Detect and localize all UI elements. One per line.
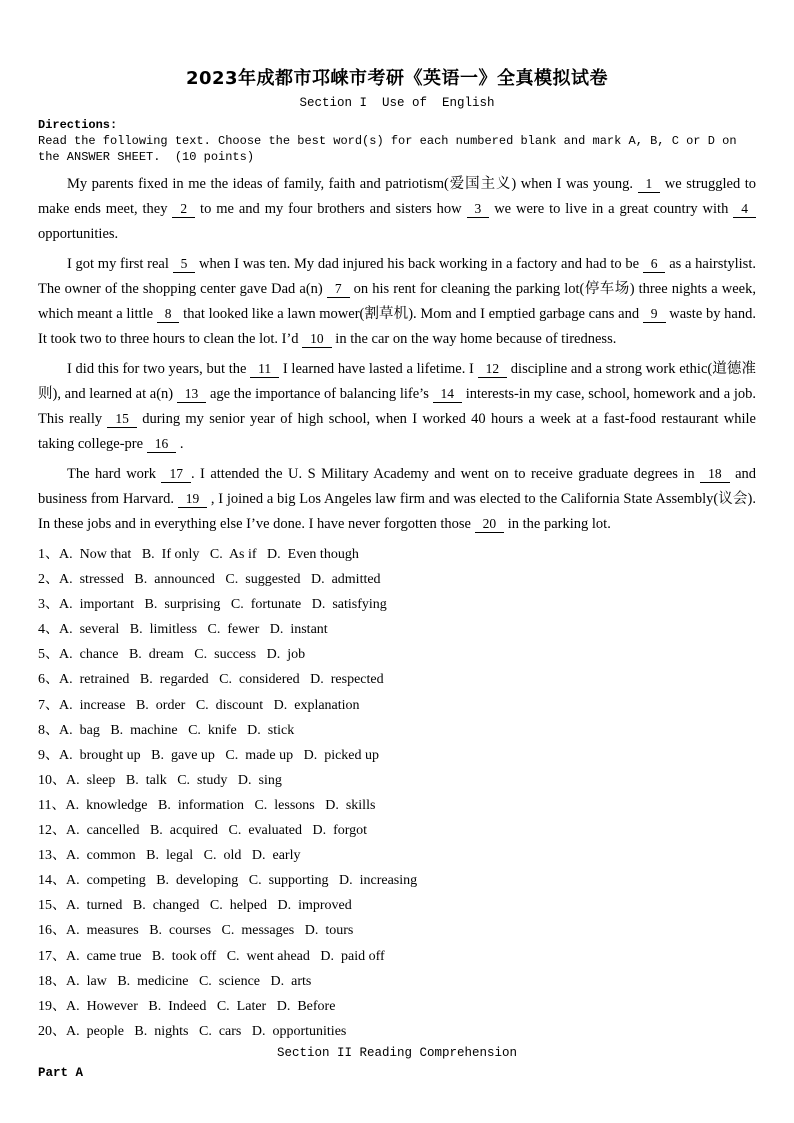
question-row: 12、A. cancelled B. acquired C. evaluated D. forgot	[38, 823, 368, 839]
passage-paragraph: The hard work 17 . I attended the U. S Military Academy and went on to receive graduate degrees in 18 and business from Harvard. 19 , I joined a big Los Angeles law firm and was elected to the California State Assembly(议会). In these jobs and in everything else I’ve done. I have never forgotten those 20 in the parking lot.	[38, 466, 757, 532]
numbered-blank-5: 5	[173, 256, 196, 273]
numbered-blank-12: 12	[478, 361, 508, 378]
question-row: 8、A. bag B. machine C. knife D. stick	[38, 722, 295, 738]
question-row: 19、A. However B. Indeed C. Later D. Before	[38, 998, 336, 1014]
question-row: 4、A. several B. limitless C. fewer D. instant	[38, 622, 328, 638]
numbered-blank-9: 9	[643, 306, 666, 323]
numbered-blank-1: 1	[638, 176, 661, 193]
numbered-blank-6: 6	[643, 256, 666, 273]
passage	[38, 172, 756, 537]
question-row: 7、A. increase B. order C. discount D. explanation	[38, 697, 360, 713]
numbered-blank-19: 19	[178, 491, 208, 508]
page-title: 2023年成都市邛崃市考研《英语一》全真模拟试卷	[185, 68, 609, 89]
question-row: 16、A. measures B. courses C. messages D. tours	[38, 923, 354, 939]
numbered-blank-10: 10	[302, 331, 332, 348]
question-row: 20、A. people B. nights C. cars D. opportunities	[38, 1023, 347, 1039]
numbered-blank-11: 11	[250, 361, 279, 378]
question-row: 5、A. chance B. dream C. success D. job	[38, 647, 306, 663]
numbered-blank-8: 8	[157, 306, 180, 323]
question-row: 3、A. important B. surprising C. fortunate D. satisfying	[38, 597, 387, 613]
question-row: 9、A. brought up B. gave up C. made up D. picked up	[38, 747, 380, 763]
part-a-label: Part A	[38, 1065, 84, 1080]
question-row: 10、A. sleep B. talk C. study D. sing	[38, 772, 282, 788]
numbered-blank-3: 3	[467, 201, 490, 218]
numbered-blank-18: 18	[700, 466, 730, 483]
numbered-blank-17: 17	[161, 466, 191, 483]
question-row: 6、A. retrained B. regarded C. considered D. respected	[38, 672, 384, 688]
numbered-blank-20: 20	[475, 516, 505, 533]
numbered-blank-4: 4	[733, 201, 756, 218]
numbered-blank-7: 7	[327, 281, 350, 298]
question-row: 18、A. law B. medicine C. science D. arts	[38, 973, 312, 989]
numbered-blank-13: 13	[177, 386, 207, 403]
numbered-blank-15: 15	[107, 411, 137, 428]
directions-label: Directions:	[38, 118, 118, 132]
question-list	[38, 542, 756, 1044]
question-row: 2、A. stressed B. announced C. suggested D. admitted	[38, 572, 381, 588]
passage-paragraph: I got my first real 5 when I was ten. My dad injured his back working in a factory and had to be 6 as a hairstylist. The owner of the shopping center gave Dad a(n) 7 on his rent for cleaning the parking lot(停车场) three nights a week, which meant a little 8 that looked like a lawn mower(割草机). Mom and I emptied garbage cans and 9 waste by hand. It took two to three hours to clean the lot. I’d 10 in the car on the way home because of tiredness.	[38, 256, 756, 347]
numbered-blank-2: 2	[172, 201, 195, 218]
question-row: 11、A. knowledge B. information C. lessons D. skills	[38, 797, 376, 813]
numbered-blank-14: 14	[433, 386, 463, 403]
numbered-blank-16: 16	[147, 436, 177, 453]
question-row: 14、A. competing B. developing C. supporting D. increasing	[38, 873, 418, 889]
passage-paragraph: My parents fixed in me the ideas of family, faith and patriotism(爱国主义) when I was young. 1 we struggled to make ends meet, they 2 to me and my four brothers and sisters how 3 we were to live in a great country with 4 opportunities.	[38, 176, 756, 242]
section1-heading: Section I Use of English	[299, 96, 495, 110]
question-row: 13、A. common B. legal C. old D. early	[38, 848, 301, 864]
question-row: 1、A. Now that B. If only C. As if D. Even though	[38, 547, 359, 562]
section2-heading: Section II Reading Comprehension	[276, 1045, 518, 1060]
directions-text: Read the following text. Choose the best word(s) for each numbered blank and mark A, B, C or D on the ANSWER SHEET. (10 points)	[38, 134, 744, 164]
question-row: 17、A. came true B. took off C. went ahead D. paid off	[38, 948, 385, 964]
question-row: 15、A. turned B. changed C. helped D. improved	[38, 898, 352, 914]
passage-paragraph: I did this for two years, but the 11 I learned have lasted a lifetime. I 12 discipline and a strong work ethic(道德准则), and learned at a(n) 13 age the importance of balancing life’s 14 interests-in my case, school, homework and a job. This really 15 during my senior year of high school, when I worked 40 hours a week at a fast-food restaurant while taking college-pre 16 .	[38, 361, 756, 452]
